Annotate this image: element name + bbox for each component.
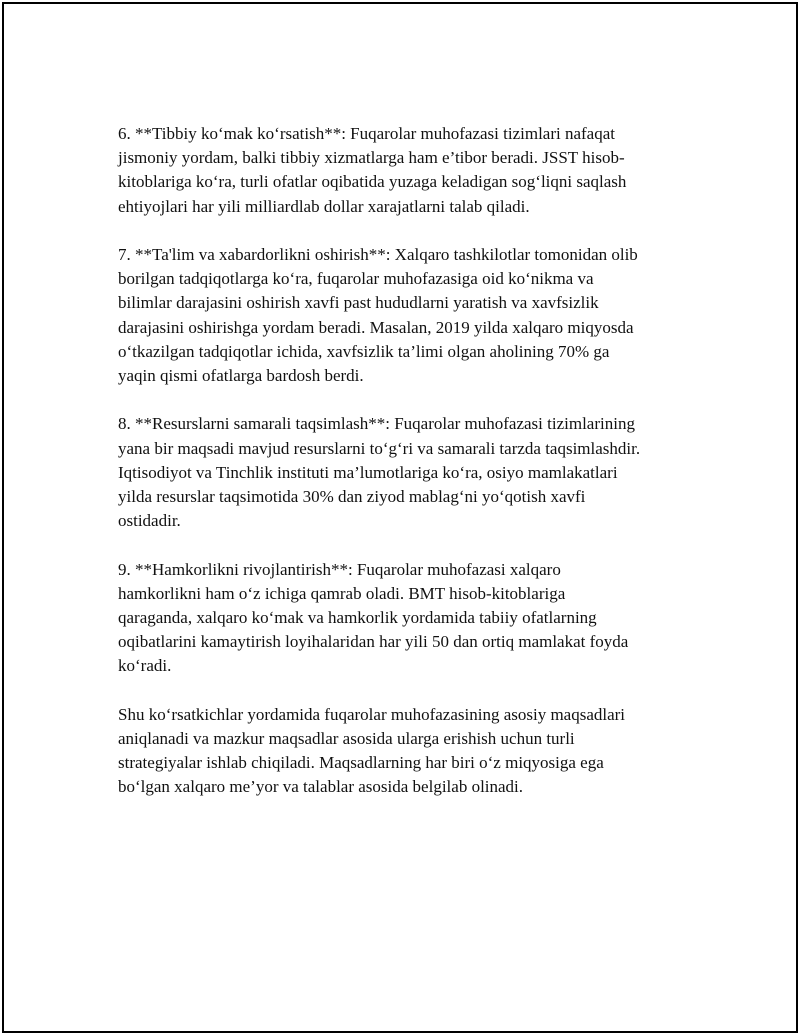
paragraph-line: bilimlar darajasini oshirish xavfi past hududlarni yaratish va xavfsizlik <box>118 293 599 313</box>
paragraph-line: yaqin qismi ofatlarga bardosh berdi. <box>118 366 364 386</box>
paragraph-line: kitoblariga ko‘ra, turli ofatlar oqibatida yuzaga keladigan sog‘liqni saqlash <box>118 172 627 192</box>
paragraph-line: borilgan tadqiqotlarga ko‘ra, fuqarolar muhofazasiga oid ko‘nikma va <box>118 269 594 289</box>
paragraph-line: hamkorlikni ham o‘z ichiga qamrab oladi. BMT hisob-kitoblariga <box>118 583 566 603</box>
paragraph-medical-aid <box>118 122 698 219</box>
document-body <box>118 122 698 824</box>
paragraph-line: ehtiyojlari har yili milliardlab dollar xarajatlarni talab qiladi. <box>118 196 530 216</box>
paragraph-line: 8. **Resurslarni samarali taqsimlash**: Fuqarolar muhofazasi tizimlarining <box>118 414 635 434</box>
paragraph-line: strategiyalar ishlab chiqiladi. Maqsadlarning har biri o‘z miqyosiga ega <box>118 753 604 773</box>
paragraph-line: darajasini oshirishga yordam beradi. Masalan, 2019 yilda xalqaro miqyosda <box>118 317 634 337</box>
paragraph-line: ko‘radi. <box>118 656 172 676</box>
paragraph-line: Shu ko‘rsatkichlar yordamida fuqarolar muhofazasining asosiy maqsadlari <box>118 704 626 724</box>
paragraph-resources <box>118 412 698 533</box>
paragraph-line: aniqlanadi va mazkur maqsadlar asosida ularga erishish uchun turli <box>118 729 575 749</box>
paragraph-education <box>118 243 698 388</box>
paragraph-line: Iqtisodiyot va Tinchlik instituti ma’lumotlariga ko‘ra, osiyo mamlakatlari <box>118 462 618 482</box>
paragraph-line: 6. **Tibbiy ko‘mak ko‘rsatish**: Fuqarolar muhofazasi tizimlari nafaqat <box>118 124 615 143</box>
paragraph-line: yana bir maqsadi mavjud resurslarni to‘g‘ri va samarali tarzda taqsimlashdir. <box>118 438 641 458</box>
document-page <box>2 2 798 1033</box>
paragraph-line: jismoniy yordam, balki tibbiy xizmatlarga ham e’tibor beradi. JSST hisob- <box>118 148 625 168</box>
paragraph-cooperation <box>118 558 698 679</box>
paragraph-conclusion <box>118 703 698 800</box>
paragraph-line: 9. **Hamkorlikni rivojlantirish**: Fuqarolar muhofazasi xalqaro <box>118 559 561 579</box>
paragraph-line: yilda resurslar taqsimotida 30% dan ziyod mablag‘ni yo‘qotish xavfi <box>118 487 586 507</box>
paragraph-line: qaraganda, xalqaro ko‘mak va hamkorlik yordamida tabiiy ofatlarning <box>118 608 597 628</box>
paragraph-line: ostidadir. <box>118 511 181 531</box>
paragraph-line: o‘tkazilgan tadqiqotlar ichida, xavfsizlik ta’limi olgan aholining 70% ga <box>118 341 610 361</box>
paragraph-line: bo‘lgan xalqaro me’yor va talablar asosida belgilab olinadi. <box>118 777 524 797</box>
paragraph-line: oqibatlarini kamaytirish loyihalaridan har yili 50 dan ortiq mamlakat foyda <box>118 632 629 652</box>
paragraph-line: 7. **Ta'lim va xabardorlikni oshirish**: Xalqaro tashkilotlar tomonidan olib <box>118 245 638 264</box>
